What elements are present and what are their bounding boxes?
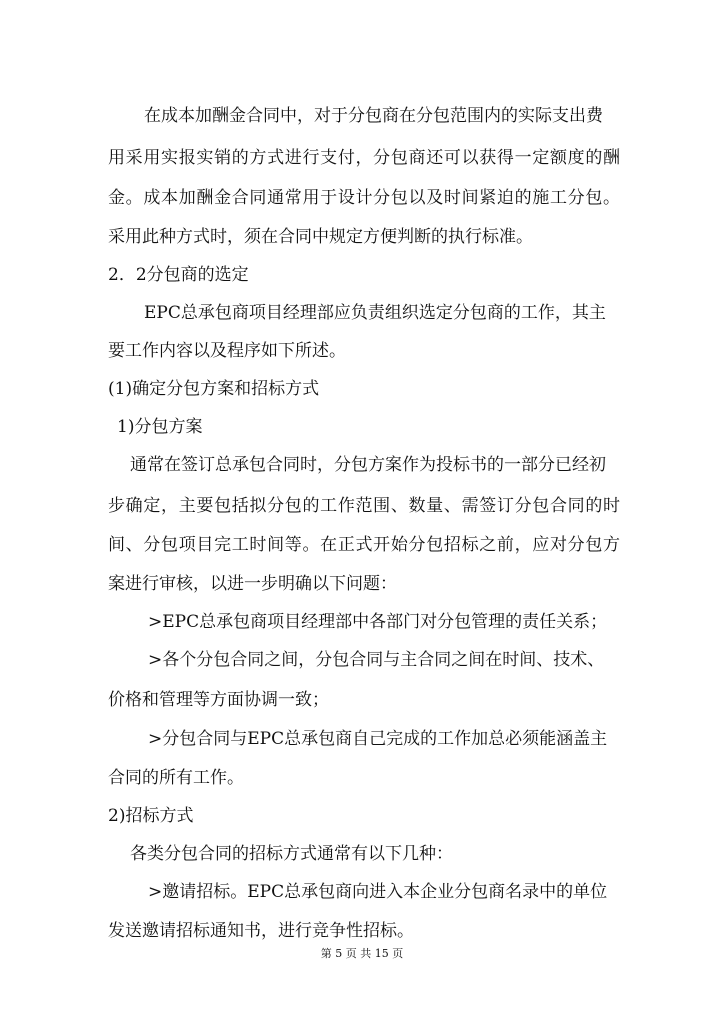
list-item-continuation: 合同的所有工作。	[108, 768, 244, 788]
list-item: >分包合同与EPC总承包商自己完成的工作加总必须能涵盖主	[148, 729, 608, 749]
subsection-heading: (1)确定分包方案和招标方式	[108, 379, 320, 399]
section-heading: 2．2分包商的选定	[108, 265, 249, 285]
subsection-heading: 2)招标方式	[108, 806, 194, 826]
list-item: >EPC总承包商项目经理部中各部门对分包管理的责任关系；	[148, 612, 608, 632]
paragraph-line: 采用此种方式时，须在合同中规定方便判断的执行标准。	[108, 227, 533, 247]
paragraph-line: 在成本加酬金合同中，对于分包商在分包范围内的实际支出费	[144, 106, 603, 126]
paragraph-line: 用采用实报实销的方式进行支付，分包商还可以获得一定额度的酬	[108, 148, 620, 168]
paragraph-line: 步确定，主要包括拟分包的工作范围、数量、需签订分包合同的时	[108, 496, 620, 516]
subsection-heading: 1)分包方案	[117, 417, 203, 437]
list-item: >各个分包合同之间，分包合同与主合同之间在时间、技术、	[148, 650, 605, 670]
page-number-footer: 第 5 页 共 15 页	[320, 947, 404, 960]
list-item-continuation: 发送邀请招标通知书，进行竞争性招标。	[108, 921, 414, 941]
paragraph-line: EPC总承包商项目经理部应负责组织选定分包商的工作，其主	[144, 303, 606, 323]
list-item: >邀请招标。EPC总承包商向进入本企业分包商名录中的单位	[148, 882, 608, 902]
paragraph-line: 金。成本加酬金合同通常用于设计分包以及时间紧迫的施工分包。	[108, 188, 620, 208]
paragraph-line: 间、分包项目完工时间等。在正式开始分包招标之前，应对分包方	[108, 535, 620, 555]
list-item-continuation: 价格和管理等方面协调一致；	[108, 690, 329, 710]
paragraph-line: 各类分包合同的招标方式通常有以下几种：	[130, 844, 453, 864]
paragraph-line: 通常在签订总承包合同时，分包方案作为投标书的一部分已经初	[130, 455, 606, 475]
paragraph-line: 要工作内容以及程序如下所述。	[108, 341, 346, 361]
paragraph-line: 案进行审核，以进一步明确以下问题：	[108, 574, 397, 594]
